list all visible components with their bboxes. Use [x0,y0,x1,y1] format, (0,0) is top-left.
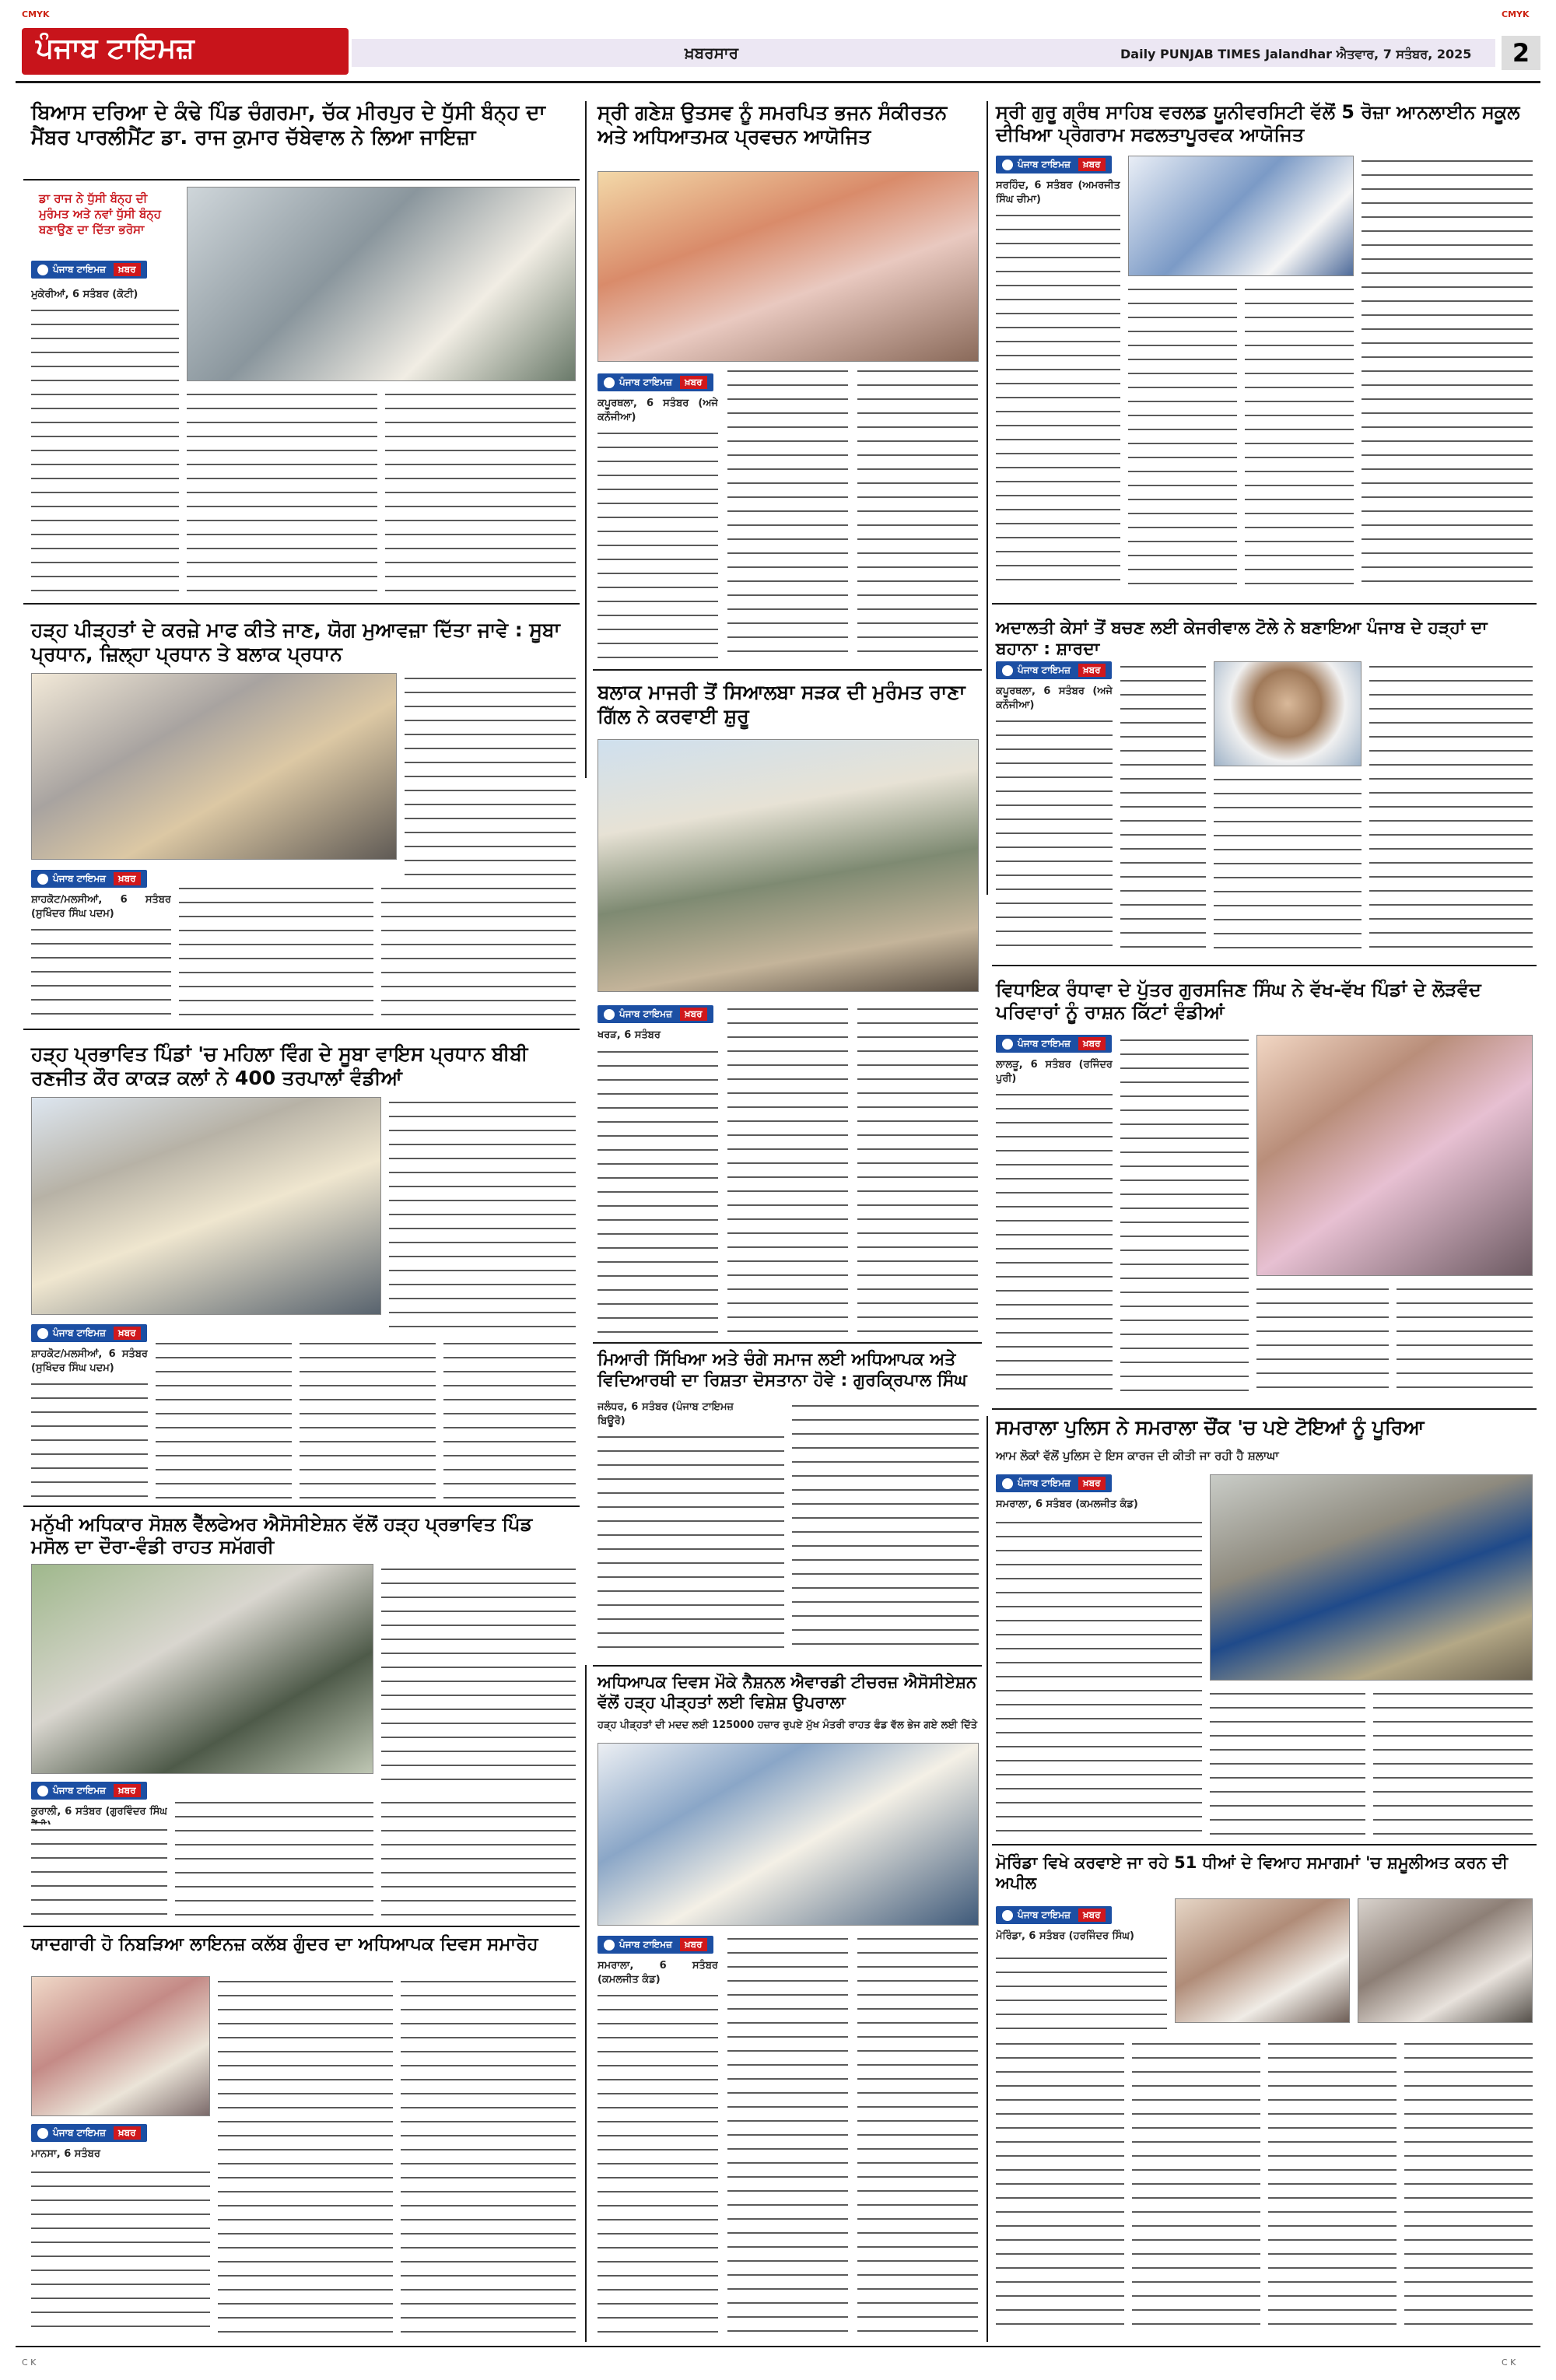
article-photo [31,1564,373,1774]
article-body [385,389,576,593]
article-headline: ਸਮਰਾਲਾ ਪੁਲਿਸ ਨੇ ਸਮਰਾਲਾ ਚੌਂਕ 'ਚ ਪਏ ਟੋਇਆਂ ਨੂੰ ਪੂਰਿਆ [996,1416,1425,1439]
divider [593,1665,982,1667]
article-body [31,924,171,1018]
article-body [179,883,373,1018]
article-dateline: ਸ਼ਾਹਕੋਟ/ਮਲਸੀਆਂ, 6 ਸਤੰਬਰ (ਸੁਖਿੰਦਰ ਸਿੰਘ ਪਦਮ) [31,894,171,920]
byline-badge: ਪੰਜਾਬ ਟਾਇਮਜ਼ ਖ਼ਬਰ [598,373,713,391]
article-body [857,1933,978,2333]
column-rule [585,101,587,778]
byline-badge: ਪੰਜਾਬ ਟਾਇਮਜ਼ ਖ਼ਬਰ [996,1906,1112,1924]
article-dateline: ਕਪੂਰਥਲਾ, 6 ਸਤੰਬਰ (ਅਜੇ ਕਨੌਜੀਆ) [598,398,718,423]
divider [23,1505,580,1507]
article-body [996,1517,1202,1836]
article-dateline: ਮੋਰਿੰਡਾ, 6 ਸਤੰਬਰ (ਹਰਜਿੰਦਰ ਸਿੰਘ) [996,1930,1134,1942]
paper-icon [604,1009,615,1020]
article-photo [31,1097,381,1315]
paper-icon [604,377,615,388]
article-body [1397,1284,1533,1400]
article-body [857,366,978,661]
paper-icon [37,1328,48,1339]
article-body [187,389,377,593]
article-photo [598,739,979,992]
paper-icon [1002,665,1013,676]
divider [992,1408,1537,1410]
article-body [218,1976,393,2334]
article-headline: ਬਿਆਸ ਦਰਿਆ ਦੇ ਕੰਢੇ ਪਿੰਡ ਚੰਗਰਮਾ, ਚੱਕ ਮੀਰਪੁਰ ਦੇ ਧੁੱਸੀ ਬੰਨ੍ਹ ਦਾ ਮੈਂਬਰ ਪਾਰਲੀਮੈਂਟ ਡਾ. ਰਾਜ ਕੁਮਾਰ ਚੱਬੇਵਾਲ ਨੇ ਲਿਆ ਜਾਇਜ਼ਾ [31,101,545,149]
article-photo [1210,1474,1533,1681]
article-body [996,1953,1167,2031]
divider [23,603,580,605]
masthead [0,0,1556,86]
person-photo [1214,661,1362,766]
article-dateline: ਸ਼ਾਹਕੋਟ/ਮਲਸੀਆਂ, 6 ਸਤੰਬਰ (ਸੁਖਿੰਦਰ ਸਿੰਘ ਪਦਮ) [31,1348,148,1374]
article-photo [187,187,576,381]
article-body [727,1004,848,1334]
article-body [443,1338,576,1499]
byline-badge: ਪੰਜਾਬ ਟਾਇਮਜ਼ ਖ਼ਬਰ [31,870,147,888]
article-dateline: ਕਪੂਰਥਲਾ, 6 ਸਤੰਬਰ (ਅਜੇ ਕਨੌਜੀਆ) [996,685,1113,711]
article-body [1120,1035,1249,1400]
article-kicker: ਆਮ ਲੋਕਾਂ ਵੱਲੋਂ ਪੁਲਿਸ ਦੇ ਇਸ ਕਾਰਜ ਦੀ ਕੀਤੀ ਜਾ ਰਹੀ ਹੈ ਸ਼ਲਾਘਾ [996,1449,1279,1463]
article-photo [31,1976,210,2116]
byline-badge: ਪੰਜਾਬ ਟਾਇਮਜ਼ ਖ਼ਬਰ [996,1474,1112,1492]
byline-badge: ਪੰਜਾਬ ਟਾਇਮਜ਼ ਖ਼ਬਰ [31,1782,147,1800]
article-photo [1256,1035,1533,1276]
article-body [1214,774,1362,957]
article-dateline: ਸਮਰਾਲਾ, 6 ਸਤੰਬਰ (ਕਮਲਜੀਤ ਕੰਡ) [996,1498,1138,1510]
footer-rule [16,2346,1540,2347]
article-body [792,1400,979,1657]
article-photo [1175,1898,1350,2023]
article-dateline: ਸਮਰਾਲਾ, 6 ਸਤੰਬਰ (ਕਮਲਜੀਤ ਕੰਡ) [598,1960,718,1986]
paper-icon [1002,1910,1013,1921]
article-headline: ਮਿਆਰੀ ਸਿੱਖਿਆ ਅਤੇ ਚੰਗੇ ਸਮਾਜ ਲਈ ਅਧਿਆਪਕ ਅਤੇ ਵਿਦਿਆਰਥੀ ਦਾ ਰਿਸ਼ਤਾ ਦੋਸਤਾਨਾ ਹੋਵੇ : ਗੁਰਕ੍ਰਿਪਾਲ ਸਿੰਘ [598,1350,967,1390]
article-body [1362,156,1533,591]
byline-badge: ਪੰਜਾਬ ਟਾਇਮਜ਼ ਖ਼ਬਰ [31,2124,147,2142]
article-body [31,305,179,593]
header-rule [16,81,1540,83]
article-body [1120,661,1206,957]
article-headline: ਹੜ੍ਹ ਪੀੜ੍ਹਤਾਂ ਦੇ ਕਰਜ਼ੇ ਮਾਫ ਕੀਤੇ ਜਾਣ, ਯੋਗ ਮੁਆਵਜ਼ਾ ਦਿੱਤਾ ਜਾਵੇ : ਸੂਬਾ ਪ੍ਰਧਾਨ, ਜ਼ਿਲ੍ਹਾ ਪ੍ਰਧਾਨ ਤੇ ਬਲਾਕ ਪ੍ਰਧਾਨ [31,619,560,665]
article-headline: ਯਾਦਗਾਰੀ ਹੋ ਨਿਬੜਿਆ ਲਾਇਨਜ਼ ਕਲੱਬ ਗੁੰਦਰ ਦਾ ਅਧਿਆਪਕ ਦਿਵਸ ਸਮਾਰੋਹ [31,1934,538,1954]
article-headline: ਮਨੁੱਖੀ ਅਧਿਕਾਰ ਸੋਸ਼ਲ ਵੈੱਲਫੇਅਰ ਐਸੋਸੀਏਸ਼ਨ ਵੱਲੋਂ ਹੜ੍ਹ ਪ੍ਰਭਾਵਿਤ ਪਿੰਡ ਮਸੋਲ ਦਾ ਦੌਰਾ-ਵੰਡੀ ਰਾਹਤ ਸਮੱਗਰੀ [31,1513,533,1558]
article-headline: ਸ੍ਰੀ ਗੁਰੂ ਗ੍ਰੰਥ ਸਾਹਿਬ ਵਰਲਡ ਯੂਨੀਵਰਸਿਟੀ ਵੱਲੋਂ 5 ਰੋਜ਼ਾ ਆਨਲਾਈਨ ਸਕੂਲ ਦੀਖਿਆ ਪ੍ਰੋਗਰਾਮ ਸਫਲਤਾਪੂਰਵਕ ਆਯੋਜਿਤ [996,101,1520,146]
article-dateline: ਖਰੜ, 6 ਸਤੰਬਰ [598,1029,661,1041]
footer-mark-right: C K [1502,2357,1516,2368]
article-body [381,1797,576,1918]
footer-mark-left: C K [22,2357,37,2368]
article-headline: ਅਧਿਆਪਕ ਦਿਵਸ ਮੌਕੇ ਨੈਸ਼ਨਲ ਐਵਾਰਡੀ ਟੀਚਰਜ਼ ਐਸੋਸੀਏਸ਼ਨ ਵੱਲੋਂ ਹੜ੍ਹ ਪੀੜ੍ਹਤਾਂ ਲਈ ਵਿਸ਼ੇਸ਼ ਉਪਰਾਲਾ [598,1673,977,1712]
byline-badge: ਪੰਜਾਬ ਟਾਇਮਜ਼ ਖ਼ਬਰ [31,261,147,279]
article-body [996,1089,1113,1400]
byline-badge: ਪੰਜਾਬ ਟਾਇਮਜ਼ ਖ਼ਬਰ [598,1005,713,1023]
article-body [405,673,576,875]
article-dateline: ਮਾਨਸਾ, 6 ਸਤੰਬਰ [31,2148,100,2160]
article-body [31,1824,167,1918]
paper-icon [1002,1039,1013,1050]
article-body [598,428,718,661]
byline-badge: ਪੰਜਾਬ ਟਾਇਮਜ਼ ਖ਼ਬਰ [996,156,1112,174]
article-body [156,1338,292,1499]
page-number: 2 [1502,36,1540,70]
column-rule [585,1665,587,2342]
newspaper-logo: ਪੰਜਾਬ ਟਾਇਮਜ਼ [22,28,349,75]
byline-badge: ਪੰਜਾਬ ਟਾਇਮਜ਼ ਖ਼ਬਰ [598,1936,713,1954]
article-body [381,883,576,1018]
article-body [401,1976,576,2334]
article-photo [598,1743,979,1926]
article-body [1210,1688,1365,1836]
article-body [1132,2038,1260,2334]
byline-badge: ਪੰਜਾਬ ਟਾਇਮਜ਼ ਖ਼ਬਰ [996,661,1112,679]
divider [593,669,982,671]
article-headline: ਬਲਾਕ ਮਾਜਰੀ ਤੋਂ ਸਿਆਲਬਾ ਸੜਕ ਦੀ ਮੁਰੰਮਤ ਰਾਣਾ ਗਿੱਲ ਨੇ ਕਰਵਾਈ ਸ਼ੁਰੂ [598,681,965,727]
section-title: ਖ਼ਬਰਸਾਰ [685,44,739,62]
divider [23,179,580,181]
article-headline: ਹੜ੍ਹ ਪ੍ਰਭਾਵਿਤ ਪਿੰਡਾਂ 'ਚ ਮਹਿਲਾ ਵਿੰਗ ਦੇ ਸੂਬਾ ਵਾਇਸ ਪ੍ਰਧਾਨ ਬੀਬੀ ਰਣਜੀਤ ਕੌਰ ਕਾਕੜ ਕਲਾਂ ਨੇ 400 ਤਰਪਾਲਾਂ ਵੰਡੀਆਂ [31,1043,528,1089]
article-body [857,1004,978,1334]
article-body [598,1990,718,2333]
article-kicker: ਡਾ ਰਾਜ ਨੇ ਧੁੱਸੀ ਬੰਨ੍ਹ ਦੀ ਮੁਰੰਮਤ ਅਤੇ ਨਵਾਂ ਧੁੱਸੀ ਬੰਨ੍ਹ ਬਣਾਉਣ ਦਾ ਦਿੱਤਾ ਭਰੋਸਾ [39,191,161,237]
divider [992,965,1537,966]
paper-icon [1002,1478,1013,1489]
article-body [996,210,1120,591]
date-line: Daily PUNJAB TIMES Jalandhar ਐਤਵਾਰ, 7 ਸਤੰਬਰ, 2025 [1120,47,1472,61]
article-dateline: ਮੁਕੇਰੀਆਂ, 6 ਸਤੰਬਰ (ਕੋਟੀ) [31,289,138,300]
article-headline: ਸ੍ਰੀ ਗਣੇਸ਼ ਉਤਸਵ ਨੂੰ ਸਮਰਪਿਤ ਭਜਨ ਸੰਕੀਰਤਨ ਅਤੇ ਅਧਿਆਤਮਕ ਪ੍ਰਵਚਨ ਆਯੋਜਿਤ [598,101,948,148]
column-rule [987,1416,988,2342]
column-rule [987,101,988,895]
article-body [1369,661,1533,957]
paper-icon [37,1786,48,1796]
divider [593,1342,982,1344]
article-dateline: ਲਾਲੜੂ, 6 ਸਤੰਬਰ (ਰਜਿੰਦਰ ਪੁਰੀ) [996,1059,1113,1085]
article-dateline: ਕੁਰਾਲੀ, 6 ਸਤੰਬਰ (ਗੁਰਵਿੰਦਰ ਸਿੰਘ [31,1806,167,1817]
article-photo [598,171,979,362]
divider [23,1926,580,1927]
article-body [598,1432,784,1657]
article-body [175,1797,373,1918]
article-body [31,1379,148,1499]
article-body [727,366,848,661]
paper-icon [604,1940,615,1951]
article-body [1128,284,1237,591]
article-body [996,716,1113,957]
cmyk-mark-right: CMYK [1502,9,1530,19]
article-body [1256,1284,1389,1400]
article-photo [1358,1898,1533,2023]
article-body [1373,1688,1533,1836]
article-body [1404,2038,1533,2334]
paper-icon [37,2128,48,2139]
divider [992,1844,1537,1845]
divider [23,1029,580,1030]
article-headline: ਅਦਾਲਤੀ ਕੇਸਾਂ ਤੋਂ ਬਚਣ ਲਈ ਕੇਜਰੀਵਾਲ ਟੋਲੇ ਨੇ ਬਣਾਇਆ ਪੰਜਾਬ ਦੇ ਹੜ੍ਹਾਂ ਦਾ ਬਹਾਨਾ : ਸ਼ਾਰਦਾ [996,619,1488,659]
article-photo [31,673,397,860]
divider [992,603,1537,605]
article-photo [1128,156,1354,276]
paper-icon [1002,159,1013,170]
article-body [31,2167,210,2334]
article-kicker: ਹੜ੍ਹ ਪੀੜ੍ਹਤਾਂ ਦੀ ਮਦਦ ਲਈ 125000 ਹਜ਼ਾਰ ਰੁਪਏ ਮੁੱਖ ਮੰਤਰੀ ਰਾਹਤ ਫੰਡ ਵੱਲ ਭੇਜ ਗਏ ਲਈ ਦਿੱਤੇ [598,1719,978,1731]
article-body [300,1338,436,1499]
article-headline: ਮੋਰਿੰਡਾ ਵਿਖੇ ਕਰਵਾਏ ਜਾ ਰਹੇ 51 ਧੀਆਂ ਦੇ ਵਿਆਹ ਸਮਾਗਮਾਂ 'ਚ ਸ਼ਮੂਲੀਅਤ ਕਰਨ ਦੀ ਅਪੀਲ [996,1853,1509,1892]
article-body [996,2038,1124,2334]
cmyk-mark-left: CMYK [22,9,50,19]
article-body [389,1097,576,1330]
paper-icon [37,874,48,885]
article-body [598,1046,718,1334]
article-body [381,1564,576,1789]
article-dateline: ਸਰਹਿੰਦ, 6 ਸਤੰਬਰ (ਅਮਰਜੀਤ ਸਿੰਘ ਚੀਮਾ) [996,180,1120,205]
article-dateline: ਜਲੰਧਰ, 6 ਸਤੰਬਰ (ਪੰਜਾਬ ਟਾਇਮਜ਼ ਬਿਊਰੋ) [598,1401,734,1427]
article-body [1245,284,1354,591]
article-body [1268,2038,1397,2334]
article-headline: ਵਿਧਾਇਕ ਰੰਧਾਵਾ ਦੇ ਪੁੱਤਰ ਗੁਰਸਜਿਣ ਸਿੰਘ ਨੇ ਵੱਖ-ਵੱਖ ਪਿੰਡਾਂ ਦੇ ਲੋੜਵੰਦ ਪਰਿਵਾਰਾਂ ਨੂੰ ਰਾਸ਼ਨ ਕਿੱਟਾਂ ਵੰਡੀਆਂ [996,979,1481,1024]
article-body [727,1933,848,2333]
paper-icon [37,265,48,275]
byline-badge: ਪੰਜਾਬ ਟਾਇਮਜ਼ ਖ਼ਬਰ [996,1035,1112,1053]
byline-badge: ਪੰਜਾਬ ਟਾਇਮਜ਼ ਖ਼ਬਰ [31,1324,147,1342]
